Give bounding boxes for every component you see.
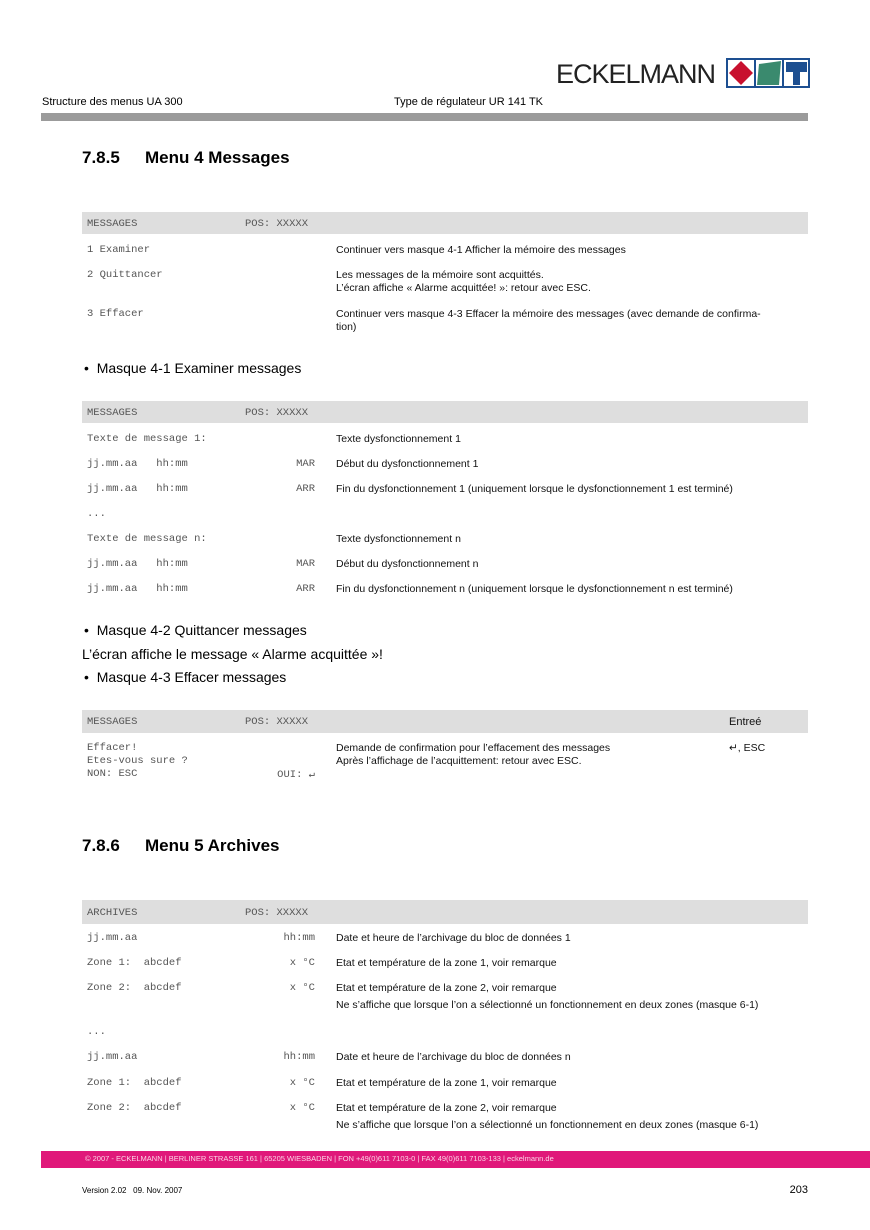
row-display-value: hh:mm xyxy=(283,1051,315,1063)
table-header-label: MESSAGES xyxy=(87,407,138,419)
row-display-text: jj.mm.aa hh:mm xyxy=(87,583,188,595)
row-description: Les messages de la mémoire sont acquittés. L’écran affiche « Alarme acquittée! »: retour avec ESC. xyxy=(336,269,591,294)
table-header-pos: POS: XXXXX xyxy=(245,407,309,419)
row-display-text: 3 Effacer xyxy=(87,308,144,320)
bullet-item: • Masque 4-1 Examiner messages xyxy=(84,360,302,376)
bullet-item: • Masque 4-2 Quittancer messages xyxy=(84,622,307,638)
table-header-entree: Entreé xyxy=(729,716,762,728)
bullet-text: Masque 4-2 Quittancer messages xyxy=(96,622,307,638)
row-description: Etat et température de la zone 1, voir remarque xyxy=(336,957,557,969)
logo-text: ECKELMANN xyxy=(556,59,716,89)
row-description: Date et heure de l’archivage du bloc de données n xyxy=(336,1051,571,1063)
table-header-label: MESSAGES xyxy=(87,218,138,230)
header-left-title: Structure des menus UA 300 xyxy=(42,96,183,108)
row-display-text: jj.mm.aa hh:mm xyxy=(87,483,188,495)
row-description: Etat et température de la zone 2, voir remarque Ne s’affiche que lorsque l’on a sélectionné un fonctionnement en deux zones (masque 6-1) xyxy=(336,982,759,1011)
row-display-text: Texte de message n: xyxy=(87,533,207,545)
table-header-pos: POS: XXXXX xyxy=(245,716,309,728)
row-display-text: Zone 1: abcdef xyxy=(87,957,182,969)
row-display-text: 2 Quittancer xyxy=(87,269,163,281)
row-description: Date et heure de l’archivage du bloc de données 1 xyxy=(336,932,571,944)
row-display-text: Texte de message 1: xyxy=(87,433,207,445)
logo-mark-icon xyxy=(726,58,810,88)
row-description: Fin du dysfonctionnement 1 (uniquement lorsque le dysfonctionnement 1 est terminé) xyxy=(336,483,733,495)
section-title: Menu 5 Archives xyxy=(145,836,280,855)
row-display-text: jj.mm.aa xyxy=(87,932,138,944)
header-center-title: Type de régulateur UR 141 TK xyxy=(394,96,543,108)
row-entry-keys: ↵, ESC xyxy=(729,742,766,754)
row-display-text: Zone 2: abcdef xyxy=(87,1102,182,1114)
table-header-label: MESSAGES xyxy=(87,716,138,728)
bullet-text: Masque 4-3 Effacer messages xyxy=(96,669,287,685)
footer-copyright: © 2007 - ECKELMANN | BERLINER STRASSE 161 | 65205 WIESBADEN | FON +49(0)611 7103-0 | FAX 49(0)611 7103-133 | eckelmann.de xyxy=(85,1154,554,1163)
row-display-text: jj.mm.aa hh:mm xyxy=(87,458,188,470)
row-description: Etat et température de la zone 1, voir remarque xyxy=(336,1077,557,1089)
row-description: Continuer vers masque 4-3 Effacer la mémoire des messages (avec demande de confirma- tion) xyxy=(336,308,761,333)
row-display-text: ... xyxy=(87,1026,106,1038)
row-display-value: ARR xyxy=(296,583,315,595)
row-description: Continuer vers masque 4-1 Afficher la mémoire des messages xyxy=(336,244,626,256)
row-display-value: ARR xyxy=(296,483,315,495)
table-header xyxy=(82,401,808,423)
row-display-text: jj.mm.aa hh:mm xyxy=(87,558,188,570)
row-display-value: x °C xyxy=(289,1102,315,1114)
table-header xyxy=(82,900,808,924)
table-header xyxy=(82,212,808,234)
page-number: 203 xyxy=(789,1184,808,1196)
row-description: Début du dysfonctionnement 1 xyxy=(336,458,479,470)
row-display-value: MAR xyxy=(296,458,315,470)
row-display-text: jj.mm.aa xyxy=(87,1051,138,1063)
table-header-pos: POS: XXXXX xyxy=(245,218,309,230)
row-display-value: x °C xyxy=(289,1077,315,1089)
table-header-label: ARCHIVES xyxy=(87,907,138,919)
row-description: Texte dysfonctionnement 1 xyxy=(336,433,461,445)
section-number: 7.8.6 xyxy=(82,836,120,855)
bullet-item: • Masque 4-3 Effacer messages xyxy=(84,669,287,685)
row-display-text: Effacer! Etes-vous sure ? NON: ESC xyxy=(87,742,188,780)
row-display-value: x °C xyxy=(289,957,315,969)
row-description: Demande de confirmation pour l’effacement des messages Après l’affichage de l’acquittement: retour avec ESC. xyxy=(336,742,611,767)
row-display-value: x °C xyxy=(289,982,315,994)
company-logo xyxy=(556,56,811,90)
row-display-text: 1 Examiner xyxy=(87,244,151,256)
section-title: Menu 4 Messages xyxy=(145,148,290,167)
table-header xyxy=(82,710,808,733)
bullet-text: Masque 4-1 Examiner messages xyxy=(96,360,302,376)
row-display-value: MAR xyxy=(296,558,315,570)
section-heading xyxy=(82,148,290,168)
row-display-text: Zone 2: abcdef xyxy=(87,982,182,994)
row-display-value: OUI: ↵ xyxy=(277,769,315,781)
row-display-text: ... xyxy=(87,508,106,520)
row-description: Texte dysfonctionnement n xyxy=(336,533,461,545)
section-heading xyxy=(82,836,279,856)
footer-version: Version 2.02 09. Nov. 2007 xyxy=(82,1186,183,1195)
header-rule xyxy=(41,113,808,121)
row-display-text: Zone 1: abcdef xyxy=(87,1077,182,1089)
row-description: Début du dysfonctionnement n xyxy=(336,558,479,570)
footer-bar xyxy=(41,1151,870,1168)
row-description: Etat et température de la zone 2, voir remarque Ne s’affiche que lorsque l’on a sélectionné un fonctionnement en deux zones (masque 6-1) xyxy=(336,1102,759,1131)
row-display-value: hh:mm xyxy=(283,932,315,944)
paragraph: L’écran affiche le message « Alarme acquittée »! xyxy=(82,646,383,662)
row-description: Fin du dysfonctionnement n (uniquement lorsque le dysfonctionnement n est terminé) xyxy=(336,583,733,595)
table-header-pos: POS: XXXXX xyxy=(245,907,309,919)
section-number: 7.8.5 xyxy=(82,148,120,167)
